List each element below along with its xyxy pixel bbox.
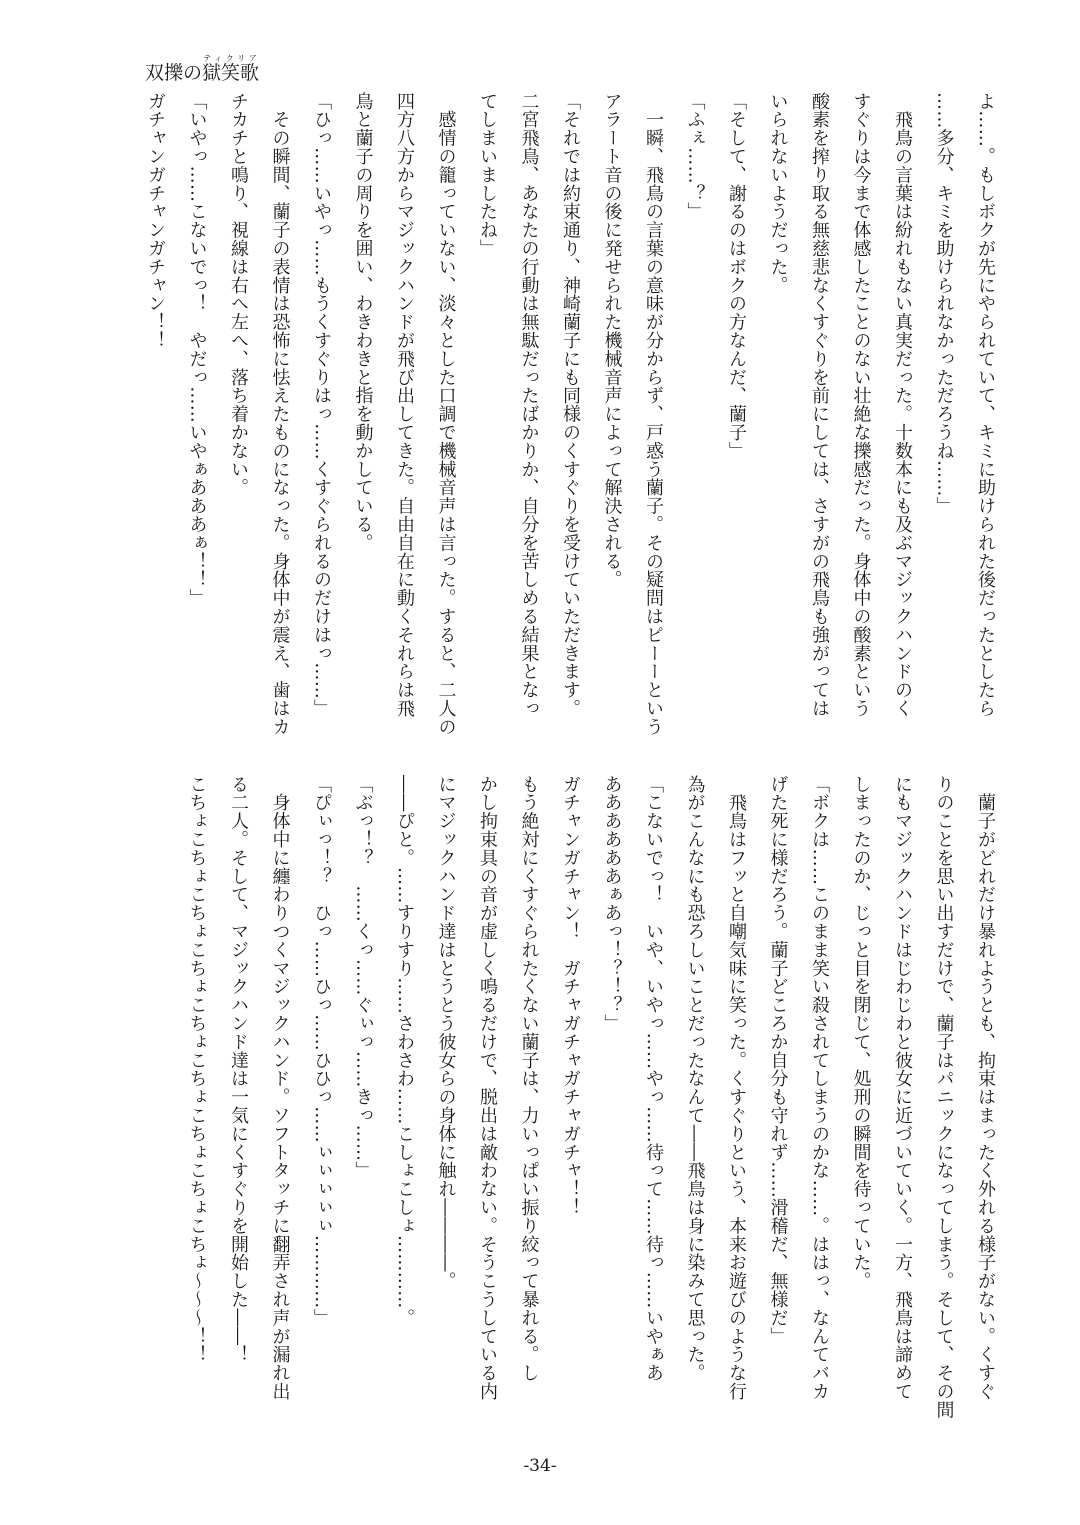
- text-line: 飛鳥はフッと自嘲気味に笑った。くすぐりという、本来お遊びのような行: [726, 775, 747, 1401]
- text-line: よ……。もしボクが先にやられていて、キミに助けられた後だったとしたら: [975, 92, 996, 718]
- text-line: 「こないでっ！ いや、いやっ……やっ……待って……待っ……いやぁあ: [643, 775, 664, 1383]
- text-line: ああああああぁあっ！？！？」: [601, 775, 623, 1033]
- text-line: 為がこんなにも恐ろしいことだったなんて――飛鳥は身に染みて思った。: [684, 775, 706, 1383]
- text-line: 飛鳥の言葉は紛れもない真実だった。十数本にも及ぶマジックハンドのく: [892, 92, 913, 718]
- text-line: てしまいましたね」: [477, 92, 498, 258]
- text-line: 四方八方からマジックハンドが飛び出してきた。自由自在に動くそれらは飛: [394, 92, 415, 718]
- text-line: る二人。そして、マジックハンド達は一気にくすぐりを開始した――！: [228, 775, 249, 1364]
- text-line: 身体中に纏わりつくマジックハンド。ソフトタッチに翻弄され声が漏れ出: [269, 775, 291, 1401]
- text-line: ……多分、キミを助けられなかっただろうね……」: [933, 92, 955, 516]
- text-line: ――ぴと。……すりすり……さわさわ……こしょこしょ…………。: [394, 775, 415, 1327]
- text-line: アラート音の後に発せられた機械音声によって解決される。: [601, 92, 623, 589]
- header-ruby: ティクリア: [202, 54, 260, 63]
- text-line: もう絶対にくすぐられたくない蘭子は、力いっぱい振り絞って暴れる。し: [518, 775, 540, 1383]
- text-line: 二宮飛鳥、あなたの行動は無駄だったばかりか、自分を苦しめる結果となっ: [518, 92, 540, 718]
- text-line: 「それでは約束通り、神崎蘭子にも同様のくすぐりを受けていただきます。: [560, 92, 581, 718]
- text-line: こちょこちょこちょこちょこちょこちょこちょこちょこちょ～～～！！: [186, 775, 208, 1364]
- header-title-main: [202, 54, 260, 84]
- header-title-prefix: 双擽の: [145, 62, 203, 84]
- text-line: 「ボクは……このまま笑い殺されてしまうのかな……。ははっ、なんてバカ: [809, 775, 830, 1401]
- text-line: いられないようだった。: [767, 92, 789, 295]
- text-line: 「ぶっ！？ ……くっ……ぐぃっ……きっ……」: [352, 775, 374, 1180]
- text-line: 一瞬、飛鳥の言葉の意味が分からず、戸惑う蘭子。その疑問はピーーという: [643, 92, 664, 736]
- page-number: -34-: [523, 1456, 557, 1476]
- running-header: [145, 54, 259, 85]
- text-line: 「いやっ……こないでっ！ やだっ……いやぁあああぁ！！」: [186, 92, 208, 608]
- text-line: 「そして、謝るのはボクの方なんだ、蘭子」: [726, 92, 747, 460]
- text-line: ガチャンガチャン！ ガチャガチャガチャガチャ！！: [560, 775, 581, 1217]
- text-line: 「ひっ……いやっ……もうくすぐりはっ……くすぐられるのだけはっ……」: [311, 92, 332, 718]
- text-line: げた死に様だろう。蘭子どころか自分も守れず……滑稽だ、無様だ」: [767, 775, 789, 1346]
- text-line: にもマジックハンドはじわじわと彼女に近づいていく。一方、飛鳥は諦めて: [892, 775, 913, 1401]
- text-line: ガチャンガチャンガチャン！！: [145, 92, 166, 350]
- text-line: 「ふぇ……？」: [684, 92, 706, 221]
- text-line: しまったのか、じっと目を閉じて、処刑の瞬間を待っていた。: [850, 775, 872, 1291]
- text-line: 「ぴぃっ！？ ひっ……ひっ……ひひっ……ぃぃぃぃぃ…………」: [311, 775, 332, 1327]
- text-line: チカチと鳴り、視線は右へ左へ、落ち着かない。: [228, 92, 249, 497]
- text-line: りのことを思い出すだけで、蘭子はパニックになってしまう。そして、その間: [933, 775, 955, 1419]
- text-line: すぐりは今まで体感したことのない壮絶な擽感だった。身体中の酸素という: [850, 92, 872, 718]
- text-line: その瞬間、蘭子の表情は恐怖に怯えたものになった。身体中が震え、歯はカ: [269, 92, 291, 736]
- text-line: 鳥と蘭子の周りを囲い、わきわきと指を動かしている。: [352, 92, 374, 552]
- text-line: にマジックハンド達はとうとう彼女らの身体に触れ――――。: [435, 775, 457, 1291]
- text-line: かし拘束具の音が虚しく鳴るだけで、脱出は敵わない。そうこうしている内: [477, 775, 498, 1401]
- text-line: 感情の籠っていない、淡々とした口調で機械音声は言った。すると、二人の: [435, 92, 457, 736]
- text-line: 蘭子がどれだけ暴れようとも、拘束はまったく外れる様子がない。くすぐ: [975, 775, 996, 1401]
- header-title-main-text: 獄笑歌: [202, 62, 260, 84]
- text-block-lower: [176, 775, 1006, 1419]
- text-line: 酸素を搾り取る無慈悲なくすぐりを前にしては、さすがの飛鳥も強がっては: [809, 92, 830, 718]
- text-block-upper: [134, 92, 1006, 736]
